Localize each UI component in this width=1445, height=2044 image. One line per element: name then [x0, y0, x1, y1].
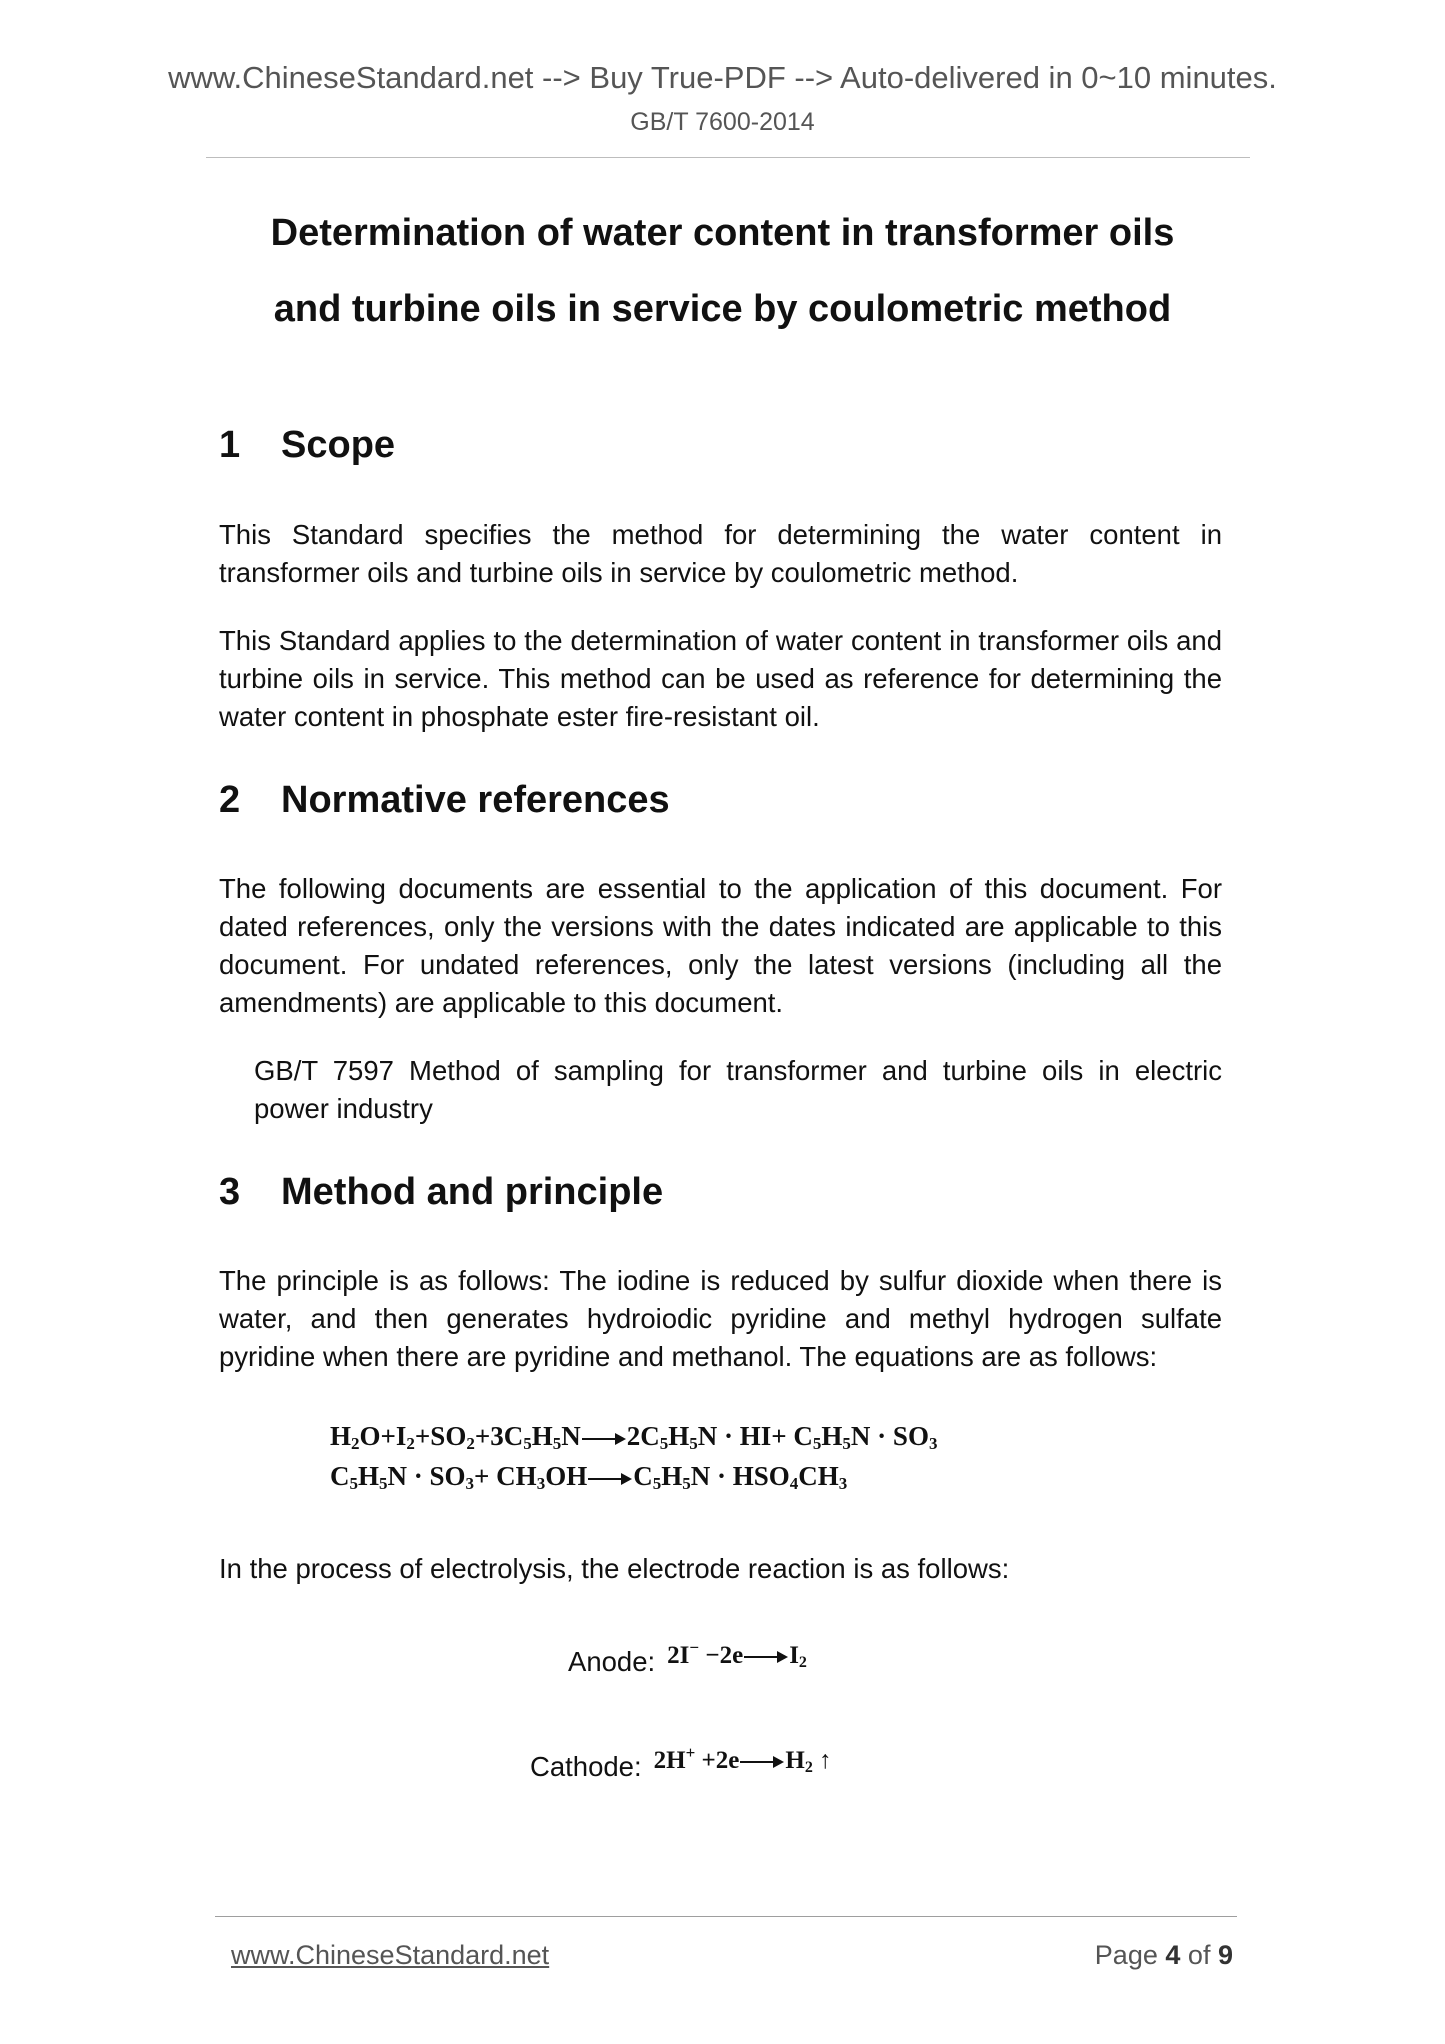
scope-paragraph-1: This Standard specifies the method for determining the water content in transformer oils and turbine oils in service by coulometric method.: [219, 519, 1222, 588]
reference-item: GB/T 7597 Method of sampling for transformer and turbine oils in electric power industry: [254, 1055, 1222, 1124]
section-number: 3: [219, 1171, 241, 1213]
section-heading-scope: [219, 421, 395, 469]
anode-label: Anode:: [568, 1646, 656, 1677]
section-title: Method and principle: [281, 1171, 664, 1213]
page-current: 4: [1165, 1940, 1181, 1970]
equation-1: $H_2O+I_2+SO_2+3C_5H_5N$ $2C_5H_5N \cdot HI+ C_5H_5N \cdot SO_3$: [330, 1421, 938, 1453]
section-heading-method-and-principle: [219, 1168, 663, 1216]
page-of: of: [1187, 1940, 1211, 1970]
page-total: 9: [1217, 1940, 1233, 1970]
section-number: 2: [219, 779, 241, 821]
title-line-1: Determination of water content in transformer oils: [270, 212, 1175, 254]
cathode-label: Cathode:: [530, 1751, 642, 1782]
footer-website-link[interactable]: www.ChineseStandard.net: [231, 1940, 550, 1970]
page-indicator: [1000, 1938, 1233, 1972]
reaction-equations: [330, 1416, 937, 1496]
reaction-arrow-icon: [588, 1473, 632, 1485]
title-line-2: and turbine oils in service by coulometric method: [273, 288, 1172, 330]
gas-evolution-arrow-icon: ↑: [819, 1747, 832, 1774]
electrolysis-paragraph: In the process of electrolysis, the electrode reaction is as follows:: [219, 1553, 1010, 1584]
scope-paragraph-2: This Standard applies to the determination of water content in transformer oils and turbine oils in service. This method can be used as reference for determining the water content in phosphate ester fire-resistant oil.: [219, 625, 1222, 732]
principle-paragraph: The principle is as follows: The iodine is reduced by sulfur dioxide when there is water, and then generates hydroiodic pyridine and methyl hydrogen sulfate pyridine when there are pyridine and methanol. The equations are as follows:: [219, 1265, 1222, 1372]
section-number: 1: [219, 424, 241, 466]
standard-number: GB/T 7600-2014: [630, 108, 815, 136]
section-title: Normative references: [281, 779, 670, 821]
section-title: Scope: [281, 424, 396, 466]
anode-reaction: [568, 1638, 807, 1684]
reaction-arrow-icon: [744, 1651, 788, 1663]
page-prefix: Page: [1094, 1940, 1158, 1970]
reaction-arrow-icon: [740, 1756, 784, 1768]
reaction-arrow-icon: [582, 1433, 626, 1445]
cathode-formula: 2H+ +2e $H_2$ ↑: [653, 1743, 832, 1776]
document-title: [180, 195, 1265, 347]
section-heading-normative-references: [219, 776, 670, 824]
references-paragraph: The following documents are essential to the application of this document. For dated references, only the versions with the dates indicated are applicable to this document. For undated references, only the latest versions (including all the amendments) are applicable to this document.: [219, 873, 1222, 1018]
equation-2: $C_5H_5N \cdot SO_3+ CH_3OH$ $C_5H_5N \cdot HSO_4CH_3$: [330, 1461, 848, 1493]
cathode-reaction: [530, 1743, 832, 1789]
header-divider: [206, 157, 1250, 158]
anode-formula: 2I− −2e $I_2$: [667, 1638, 807, 1671]
site-banner: www.ChineseStandard.net --> Buy True-PDF --> Auto-delivered in 0~10 minutes.: [168, 60, 1277, 95]
footer-divider: [215, 1916, 1237, 1917]
